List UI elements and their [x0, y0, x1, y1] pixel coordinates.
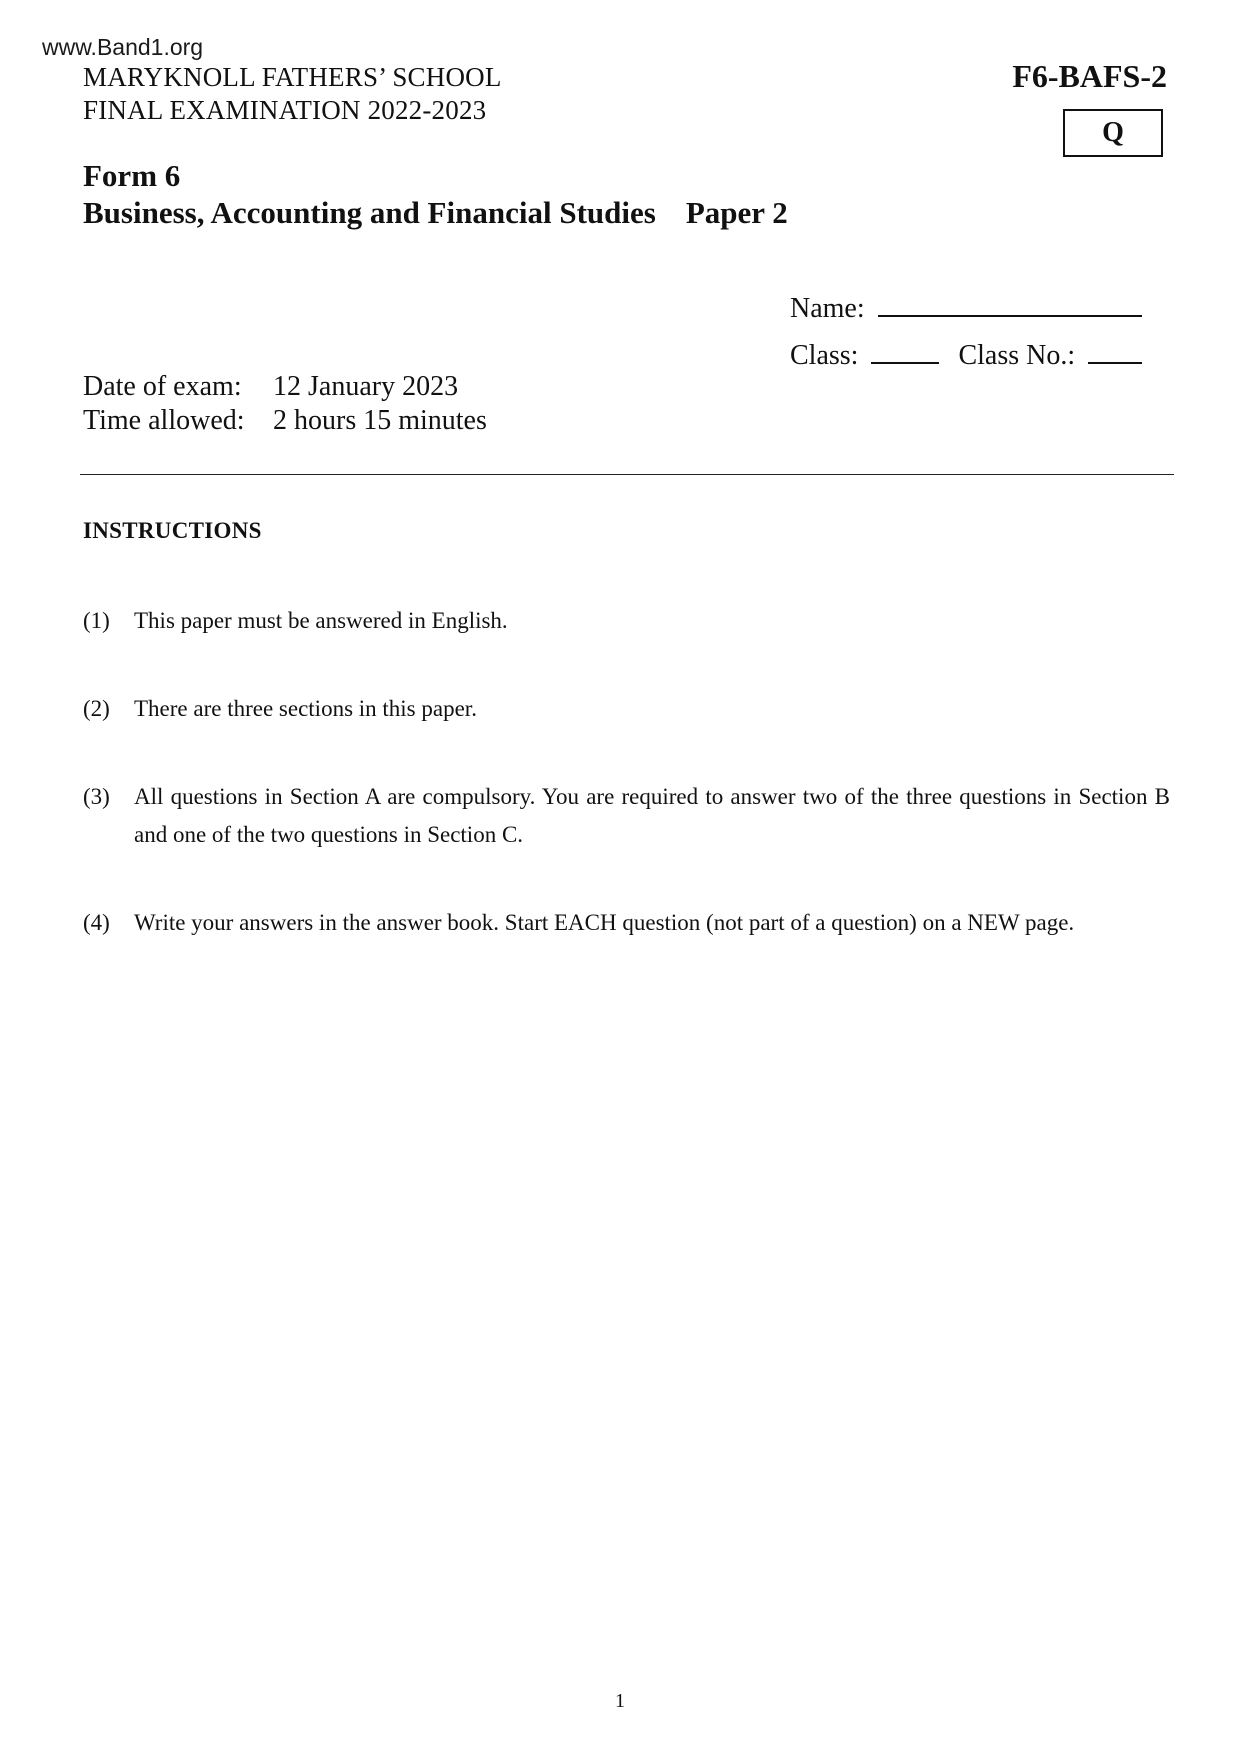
instruction-text: There are three sections in this paper. [134, 696, 477, 721]
instruction-number: (2) [83, 696, 110, 721]
name-label: Name: [790, 293, 865, 324]
exam-date [83, 371, 458, 403]
paper-code: F6-BAFS-2 [1012, 58, 1167, 94]
instructions-heading: INSTRUCTIONS [83, 518, 262, 543]
date-label: Date of exam: [83, 371, 242, 402]
divider [80, 474, 1174, 475]
instruction-item [83, 690, 1170, 728]
instruction-text: All questions in Section A are compulsory. You are required to answer two of the three questions in Section B and one of the two questions in Section C. [134, 784, 1170, 847]
class-field [790, 338, 1142, 372]
instruction-item [83, 778, 1170, 854]
subject-name: Business, Accounting and Financial Studies [83, 195, 656, 230]
watermark: www.Band1.org [42, 34, 204, 60]
instruction-item [83, 904, 1170, 942]
class-no-blank[interactable] [1088, 338, 1142, 364]
page-number: 1 [615, 1690, 625, 1712]
class-no-label: Class No.: [958, 340, 1076, 371]
instruction-number: (3) [83, 784, 110, 809]
instruction-item [83, 602, 1170, 640]
school-name: MARYKNOLL FATHERS’ SCHOOL [83, 62, 502, 92]
name-blank[interactable] [878, 291, 1142, 317]
name-field [790, 291, 1142, 325]
question-paper-box: Q [1063, 109, 1163, 157]
class-blank[interactable] [871, 338, 939, 364]
time-label: Time allowed: [83, 405, 245, 436]
subject-title [83, 195, 788, 231]
instruction-text: This paper must be answered in English. [134, 608, 508, 633]
instruction-number: (1) [83, 608, 110, 633]
time-allowed [83, 405, 487, 437]
class-label: Class: [790, 340, 859, 371]
time-value: 2 hours 15 minutes [273, 405, 487, 436]
paper-number: Paper 2 [685, 195, 788, 230]
instruction-text: Write your answers in the answer book. Start EACH question (not part of a question) on a NEW page. [134, 910, 1075, 935]
instruction-number: (4) [83, 910, 110, 935]
exam-title: FINAL EXAMINATION 2022-2023 [83, 95, 487, 125]
form-title: Form 6 [83, 158, 181, 193]
date-value: 12 January 2023 [273, 371, 459, 402]
